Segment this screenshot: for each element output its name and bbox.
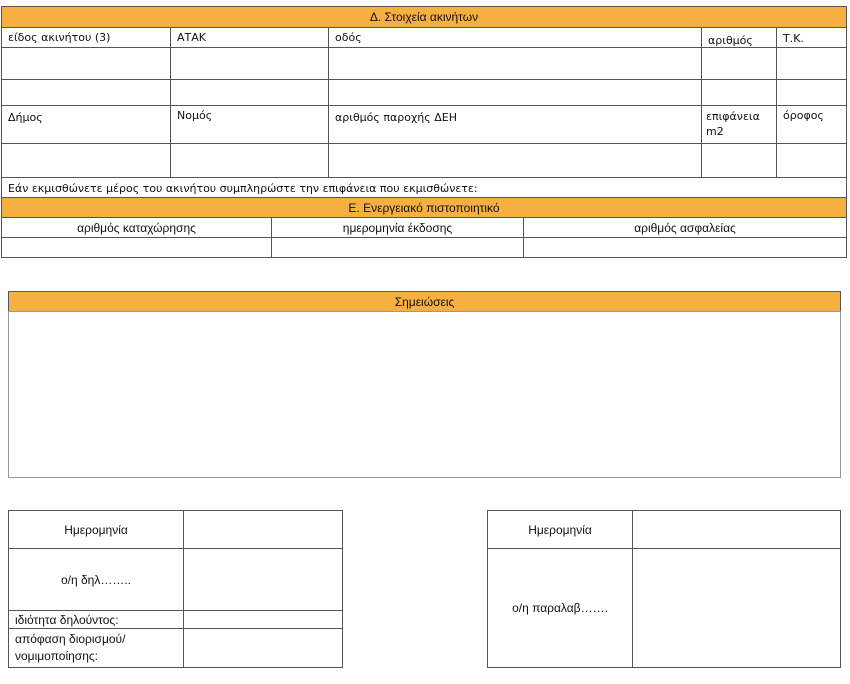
header-registration-number: αριθμός καταχώρησης: [1, 217, 272, 238]
declarant-signature-field[interactable]: [183, 548, 343, 611]
input-street-2[interactable]: [328, 79, 702, 106]
declarant-signer-label: ο/η δηλ……..: [8, 548, 184, 611]
header-property-type: είδος ακινήτου (3): [1, 27, 171, 48]
notes-title: Σημειώσεις: [8, 291, 841, 312]
input-floor[interactable]: [776, 143, 847, 178]
partial-lease-note[interactable]: Εάν εκμισθώνετε μέρος του ακινήτου συμπληρώστε την επιφάνεια που εκμισθώνετε:: [1, 177, 847, 198]
section-d-title: Δ. Στοιχεία ακινήτων: [1, 6, 847, 28]
header-issue-date: ημερομηνία έκδοσης: [271, 217, 524, 238]
input-atak-1[interactable]: [170, 47, 329, 80]
input-power-supply-number[interactable]: [328, 143, 702, 178]
receiver-signer-label: ο/η παραλαβ…….: [487, 548, 633, 668]
input-surface[interactable]: [701, 143, 777, 178]
header-power-supply-number: αριθμός παροχής ΔΕΗ: [328, 105, 702, 144]
header-surface: επιφάνεια m2: [701, 105, 777, 144]
declarant-decision-label: απόφαση διορισμού/νομιμοποίησης:: [8, 628, 184, 668]
header-postal-code: Τ.Κ.: [776, 27, 847, 48]
receiver-date-label: Ημερομηνία: [487, 510, 633, 549]
input-atak-2[interactable]: [170, 79, 329, 106]
header-number: αριθμός: [701, 27, 777, 48]
input-security-number[interactable]: [523, 237, 847, 258]
section-e-title: Ε. Ενεργειακό πιστοποιητικό: [1, 197, 847, 218]
header-prefecture: Νομός: [170, 105, 329, 144]
input-street-1[interactable]: [328, 47, 702, 80]
header-atak: ΑΤΑΚ: [170, 27, 329, 48]
declarant-decision-field[interactable]: [183, 628, 343, 668]
input-registration-number[interactable]: [1, 237, 272, 258]
header-municipality: Δήμος: [1, 105, 171, 144]
notes-area[interactable]: [8, 311, 841, 478]
receiver-signature-field[interactable]: [632, 548, 841, 668]
input-number-1[interactable]: [701, 47, 777, 80]
input-postal-code-1[interactable]: [776, 47, 847, 80]
input-number-2[interactable]: [701, 79, 777, 106]
header-floor: όροφος: [776, 105, 847, 144]
declarant-date-label: Ημερομηνία: [8, 510, 184, 549]
input-property-type-2[interactable]: [1, 79, 171, 106]
header-street: οδός: [328, 27, 702, 48]
declarant-capacity-label: ιδιότητα δηλούντος:: [8, 610, 184, 629]
input-prefecture[interactable]: [170, 143, 329, 178]
input-municipality[interactable]: [1, 143, 171, 178]
declarant-capacity-field[interactable]: [183, 610, 343, 629]
input-issue-date[interactable]: [271, 237, 524, 258]
input-postal-code-2[interactable]: [776, 79, 847, 106]
declarant-date-field[interactable]: [183, 510, 343, 549]
receiver-date-field[interactable]: [632, 510, 841, 549]
input-property-type-1[interactable]: [1, 47, 171, 80]
header-security-number: αριθμός ασφαλείας: [523, 217, 847, 238]
